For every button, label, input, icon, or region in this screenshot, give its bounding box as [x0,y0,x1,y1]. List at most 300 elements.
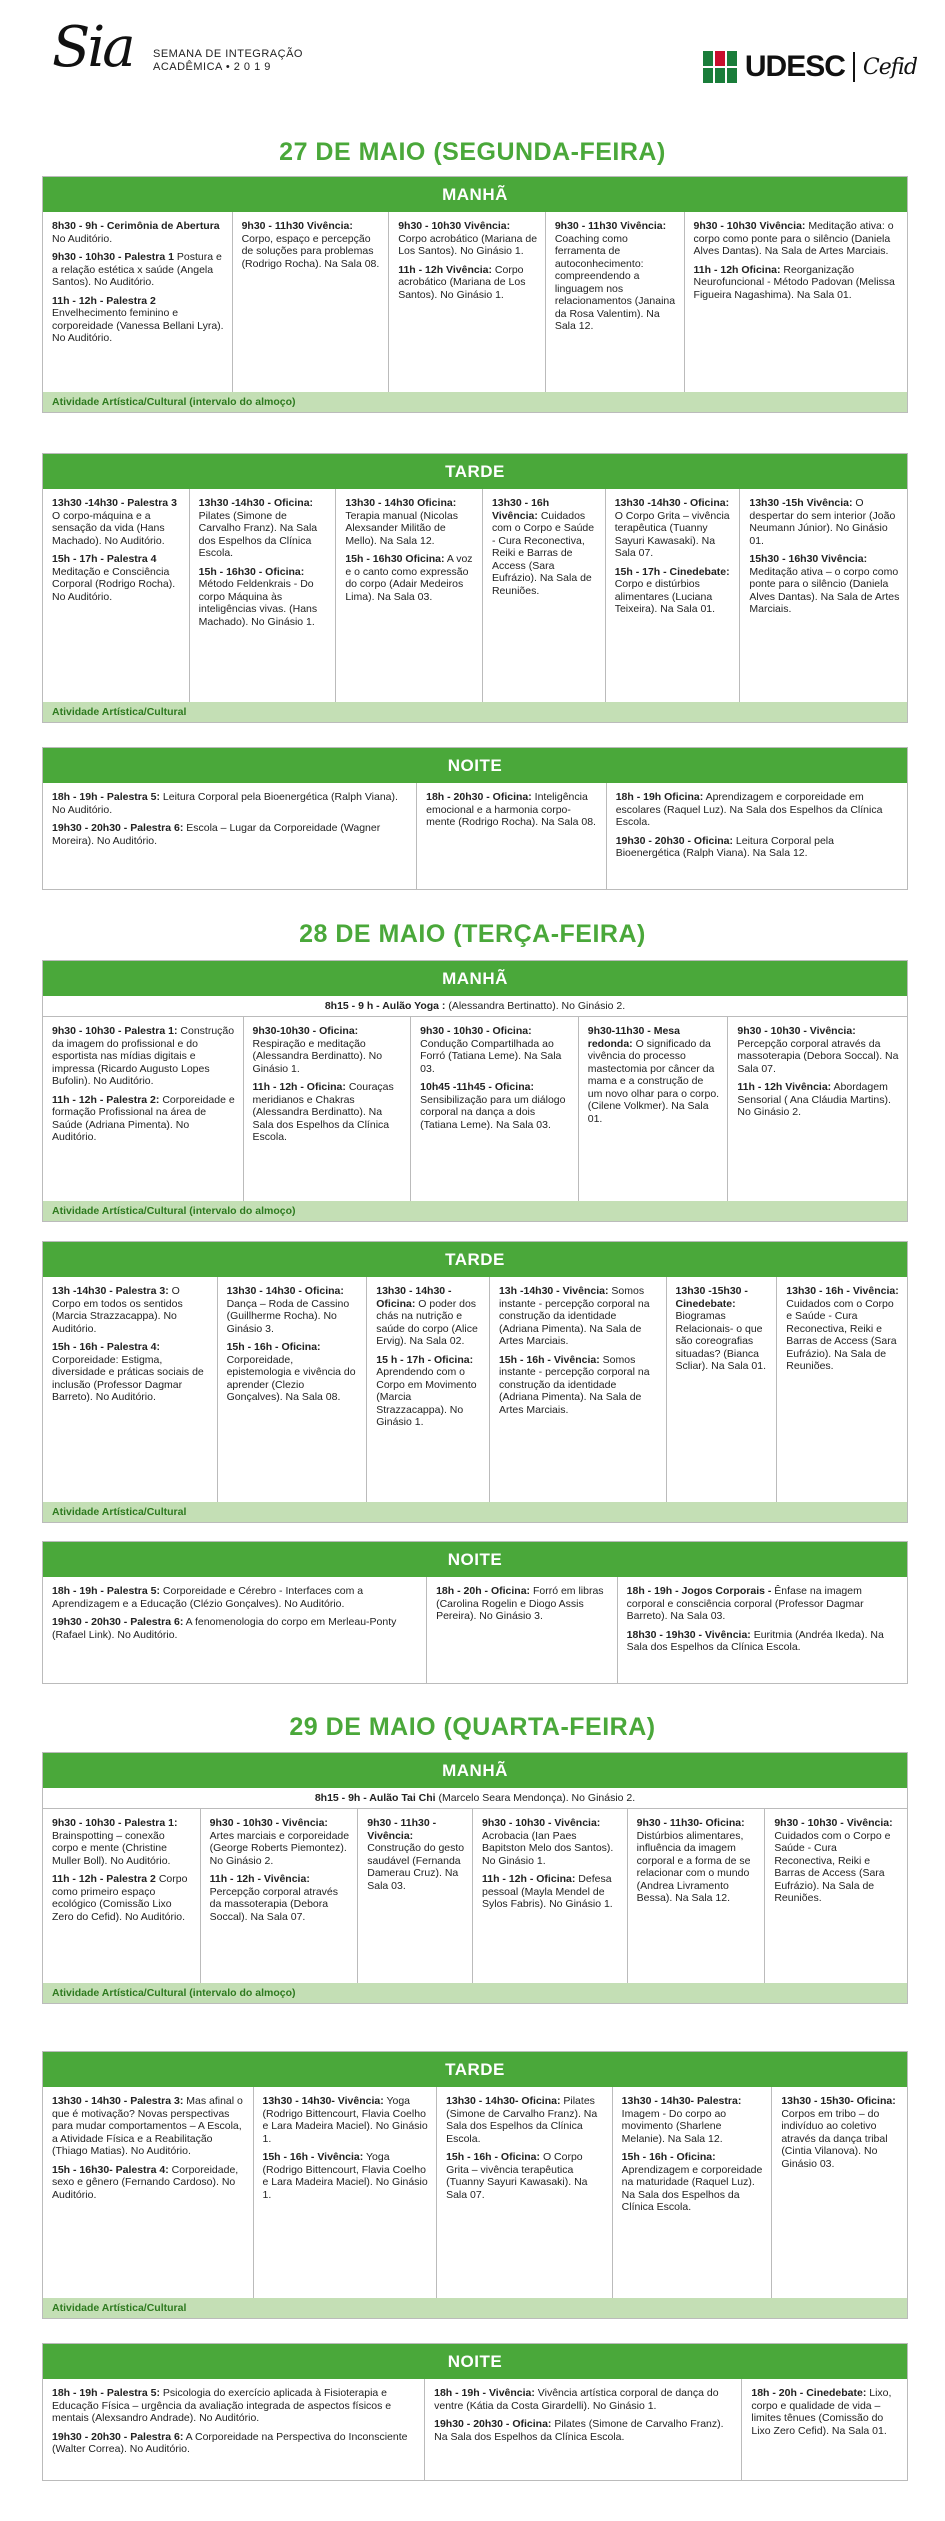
cultural-activity-bar: Atividade Artística/Cultural [43,702,907,722]
activity-description: Forró em libras (Carolina Rogelin e Diogo Assis Pereira). No Ginásio 3. [436,1585,604,1622]
session-manha [42,960,908,1222]
activity-description: Imagem - Do corpo ao movimento (Sharlene Melanie). Na Sala 12. [621,2107,727,2145]
activity-time: 9h30 - 11h30 Vivência: [554,220,667,232]
activity-description: Corpo, espaço e percepção de soluções para problemas (Rodrigo Rocha). Na Sala 08. [241,232,380,270]
activity-time: 13h30 - 14h30 - Palestra 3: [52,2095,184,2107]
activity-item [52,1094,236,1144]
activity-description: Dança – Roda de Cassino (Guillherme Rocha). No Ginásio 3. [226,1297,350,1335]
activity-item [694,264,900,302]
activity-row [43,1809,907,1983]
activity-item [242,220,382,270]
activity-description: O Corpo Grita – vivência terapêutica (Tuanny Sayuri Kawasaki). Na Sala 07. [446,2151,588,2201]
day-heading: 28 DE MAIO (TERÇA-FEIRA) [299,920,646,948]
activity-description: Corpo acrobático (Mariana de Los Santos). No Ginásio 1. [398,263,526,301]
subtitle-line-1: SEMANA DE INTEGRAÇÃO [153,48,303,60]
activity-column [606,489,741,702]
activity-time: 18h - 19h - Palestra 5: [52,791,160,803]
activity-description: Leitura Corporal pela Bioenergética (Ralph Viana). No Auditório. [52,791,398,816]
activity-time: 13h -14h30 - Palestra 3: [52,1285,169,1297]
activity-time: 13h30 -14h30 - Oficina: [614,497,730,509]
activity-description: Percepção corporal através da massoterapia (Debora Soccal). Na Sala 07. [737,1037,899,1075]
activity-time: 9h30 - 10h30 - Palestra 1: [52,1025,178,1037]
activity-item [434,2387,734,2412]
activity-description: Mas afinal o que é motivação? Novas perspectivas para mudar comportamentos – A Escola, a Atividade Física e a Reabilitação (Thiago Matias). No Auditório. [52,2095,243,2157]
activity-time: 18h - 19h - Palestra 5: [52,1585,160,1597]
activity-item [398,220,538,258]
activity-description: Somos instante - percepção corporal na construção da identidade (Adriana Pimenta). Na Sala de Artes Marciais. [498,1353,650,1416]
activity-item [749,497,900,547]
activity-item [420,1081,571,1131]
cultural-activity-bar: Atividade Artística/Cultural (intervalo do almoço) [43,392,907,412]
activity-description: Postura e a relação estética x saúde (Angela Santos). No Auditório. [52,251,222,288]
activity-description: O Corpo Grita – vivência terapêutica (Tuanny Sayuri Kawasaki). Na Sala 07. [614,509,730,559]
activity-time: 13h30 -15h Vivência: [749,497,853,509]
activity-description: Yoga (Rodrigo Bittencourt, Flavia Coelho e Lara Madeira Maciel). No Ginásio 1. [262,2095,428,2145]
activity-row [43,212,907,392]
activity-column [233,212,390,392]
logo-divider [853,52,855,82]
activity-item [199,566,329,629]
day-heading: 29 DE MAIO (QUARTA-FEIRA) [289,1713,656,1741]
activity-description: Acrobacia (Ian Paes Bapitston Melo dos Santos). No Ginásio 1. [482,1829,614,1867]
activity-time: 9h30-11h30 - Mesa redonda: [587,1025,680,1050]
activity-time: 10h45 -11h45 - Oficina: [420,1081,534,1093]
activity-time: 13h30 -15h30 - Cinedebate: [675,1285,748,1310]
cultural-activity-bar: Atividade Artística/Cultural (intervalo do almoço) [43,1201,907,1221]
activity-time: 18h - 19h - Palestra 5: [52,2387,160,2399]
activity-item [227,1341,360,1404]
activity-time: 9h30 - 11h30- Oficina: [636,1817,745,1829]
activity-description: Pilates (Simone de Carvalho Franz). Na Sala dos Espelhos da Clínica Escola. [446,2095,598,2145]
activity-column [728,1017,907,1201]
activity-item [52,1585,419,1610]
session-tarde [42,453,908,723]
activity-item [694,220,900,258]
activity-column [43,489,190,702]
activity-description: Biogramas Relacionais- o que são coreografias situadas? (Bianca Scliar). Na Sala 01. [675,1310,767,1372]
activity-item [446,2151,605,2201]
activity-item [52,1341,210,1404]
activity-time: 18h30 - 19h30 - Vivência: [626,1628,751,1641]
activity-row [43,783,907,889]
activity-row [43,489,907,702]
activity-item [737,1025,900,1075]
activity-item [345,497,475,547]
activity-time: 11h - 12h - Vivência: [209,1873,310,1885]
activity-item [52,2164,246,2202]
activity-column [618,1577,907,1683]
activity-column [628,1809,766,1983]
activity-column [43,1809,201,1983]
activity-item [499,1285,659,1348]
activity-description: Defesa pessoal (Mayla Mendel de Sylos Fabris). No Ginásio 1. [482,1873,613,1910]
activity-column [425,2379,742,2480]
activity-time: 9h30 - 10h30 - Oficina: [420,1025,532,1037]
cultural-activity-bar: Atividade Artística/Cultural (intervalo do almoço) [43,1983,907,2003]
udesc-logo [703,50,917,84]
session-title: NOITE [43,2344,907,2379]
activity-description: Respiração e meditação (Alessandra Berdinatto). No Ginásio 1. [252,1037,383,1075]
session-title: NOITE [43,748,907,783]
activity-item [398,264,538,302]
activity-item [52,1616,419,1641]
activity-item [615,497,733,560]
activity-column [546,212,685,392]
group-class [43,1788,907,1809]
activity-description: Construção da imagem do profissional e do esportista nas mídias digitais e impressa (Ricardo Augusto Lopes Bufolin). No Auditório. [52,1025,235,1087]
activity-item [426,791,599,829]
activity-time: 18h - 20h - Cinedebate: [751,2387,867,2399]
activity-time: 13h30 - 14h30 - Oficina: [226,1285,344,1297]
day-heading: 27 DE MAIO (SEGUNDA-FEIRA) [279,138,666,166]
activity-item [434,2418,734,2443]
activity-item [52,2387,417,2425]
activity-time: 9h30-10h30 - Oficina: [252,1025,359,1037]
activity-item [622,2151,765,2214]
activity-time: 8h30 - 9h - Cerimônia de Abertura [52,220,220,232]
activity-item [482,1873,620,1911]
activity-time: 15h - 16h - Vivência: [262,2151,364,2163]
activity-time: 11h - 12h Oficina: [693,263,781,276]
activity-description: Meditação ativa – o corpo como ponte para o silêncio (Daniela Alves Dantas). Na Sala de Artes Marciais. [749,565,900,615]
activity-description: Brainspotting – conexão corpo e mente (Christine Muller Boll). No Auditório. [52,1829,171,1867]
activity-description: A Corporeidade na Perspectiva do Inconsciente (Walter Correa). No Auditório. [52,2430,408,2455]
activity-item [555,220,677,333]
activity-description: A voz e o canto como expressão do corpo (Adair Medeiros Lima). Na Sala 03. [345,553,473,603]
activity-item [52,295,225,345]
activity-column [43,783,417,889]
activity-description: Euritmia (Andréa Ikeda). Na Sala dos Espelhos da Clínica Escola. [626,1628,884,1653]
activity-time: 13h30 - 14h30- Oficina: [446,2095,561,2107]
activity-description: Cuidados com o Corpo e Saúde - Cura Reconectiva, Reiki e Barras de Access (Sara Eufrázio). Na Sala de Reuniões. [491,509,595,597]
activity-column [742,2379,907,2480]
activity-item [751,2387,900,2437]
activity-time: 18h - 19h - Vivência: [434,2387,535,2399]
activity-item [637,1817,758,1905]
activity-item [737,1081,900,1119]
activity-description: Corpo acrobático (Mariana de Los Santos). No Ginásio 1. [398,232,538,257]
activity-time: 9h30 - 10h30 - Vivência: [737,1025,856,1037]
session-title: TARDE [43,454,907,489]
activity-time: 9h30 - 11h30 Vivência: [241,220,353,232]
activity-column [43,1277,218,1502]
activity-time: 9h30 - 10h30 - Vivência: [774,1817,893,1829]
event-subtitle [153,48,303,74]
activity-time: 11h - 12h - Palestra 2: [52,1093,160,1106]
activity-time: 9h30 - 10h30 - Palestra 1: [52,1817,178,1829]
activity-description: Meditação ativa: o corpo como ponte para o silêncio (Daniela Alves Dantas). Na Sala de Artes Marciais. [693,220,894,257]
activity-description: Leitura Corporal pela Bioenergética (Ralph Viana). Na Sala 12. [615,834,834,859]
activity-time: 18h - 19h - Jogos Corporais - [626,1585,772,1597]
session-manha [42,176,908,413]
activity-item [492,497,598,597]
activity-time: 9h30 - 10h30 - Vivência: [209,1817,328,1829]
activity-description: A fenomenologia do corpo em Merleau-Ponty (Rafael Link). No Auditório. [52,1616,397,1641]
activity-time: 15h - 16h - Oficina: [621,2151,716,2163]
activity-description: O Corpo em todos os sentidos (Marcia Strazzacappa). No Auditório. [52,1285,183,1335]
activity-description: Sensibilização para um diálogo corporal na dança a dois (Tatiana Leme). Na Sala 03. [420,1093,566,1131]
activity-item [253,1025,404,1075]
activity-item [52,1873,193,1923]
activity-time: 11h - 12h - Oficina: [252,1081,346,1093]
udesc-mark-icon [703,51,737,83]
activity-time: 13h30 - 14h30- Palestra: [621,2095,742,2107]
activity-column [411,1017,579,1201]
activity-item [52,822,409,847]
group-class-time: 8h15 - 9h - Aulão Tai Chi [314,1792,436,1804]
activity-item [52,553,182,603]
activity-description: Corporeidade, sexo e gênero (Fernando Cardoso). No Auditório. [52,2163,239,2201]
group-class-detail: (Alessandra Bertinatto). No Ginásio 2. [448,1000,626,1012]
activity-description: Corporeidade e formação Profissional na área de Saúde (Adriana Pimenta). No Auditório. [52,1093,235,1143]
activity-column [244,1017,412,1201]
cultural-activity-bar: Atividade Artística/Cultural [43,1502,907,1522]
activity-column [201,1809,359,1983]
activity-time: 11h - 12h - Oficina: [482,1873,576,1885]
activity-item [52,791,409,816]
activity-column [765,1809,907,1983]
activity-column [389,212,546,392]
activity-description: Corporeidade e Cérebro - Interfaces com a Aprendizagem e a Educação (Clézio Gonçalves). No Auditório. [52,1585,364,1610]
activity-description: No Auditório. [52,232,113,245]
activity-column [218,1277,368,1502]
activity-time: 19h30 - 20h30 - Palestra 6: [52,1616,184,1628]
activity-item [210,1817,351,1867]
activity-time: 15 h - 17h - Oficina: [376,1353,474,1366]
activity-column [190,489,337,702]
activity-row [43,1277,907,1502]
activity-description: Ênfase na imagem corporal e consciência corporal (Professor Dagmar Barreto). Na Sala 03. [626,1585,864,1622]
activity-time: 15h - 17h - Cinedebate: [614,565,730,578]
activity-column [483,489,606,702]
activity-description: Couraças meridianos e Chakras (Alessandra Berdinatto). Na Sala dos Espelhos da Clínica Escola. [252,1081,394,1143]
activity-description: Yoga (Rodrigo Bittencourt, Flavia Coelho e Lara Madeira Maciel). No Ginásio 1. [262,2151,428,2201]
activity-item [627,1629,900,1654]
group-class [43,996,907,1017]
activity-time: 13h30 - 14h30 Oficina: [345,497,457,509]
activity-item [781,2095,900,2170]
activity-description: Pilates (Simone de Carvalho Franz). Na Sala dos Espelhos da Clínica Escola. [198,509,318,559]
activity-description: Cuidados com o Corpo e Saúde - Cura Reconectiva, Reiki e Barras de Access (Sara Eufrázio). Na Sala de Reuniões. [774,1829,891,1904]
activity-time: 13h30 - 14h30- Vivência: [262,2095,384,2107]
activity-item [253,1081,404,1144]
activity-item [52,497,182,547]
activity-item [367,1817,465,1892]
activity-description: Abordagem Sensorial ( Ana Cláudia Martins). No Ginásio 2. [737,1081,891,1118]
activity-description: O significado da vivência do processo mastectomia por câncer da mama e a construção de um novo olhar para o corpo. (Cilene Volkmer). Na Sala 01. [587,1037,720,1125]
activity-item [627,1585,900,1623]
session-title: TARDE [43,2052,907,2087]
cefid-wordmark: Cefid [862,54,917,80]
activity-description: Construção do gesto saudável (Fernanda Damerau Cruz). Na Sala 03. [367,1842,465,1892]
activity-column [437,2087,613,2298]
activity-description: Aprendizagem e corporeidade na maturidade (Raquel Luz). Na Sala dos Espelhos da Clínica Escola. [621,2163,763,2213]
session-tarde [42,2051,908,2319]
session-noite [42,1541,908,1684]
activity-item [263,2095,430,2145]
activity-item [345,553,475,603]
activity-column [43,1017,244,1201]
activity-item [436,1585,610,1623]
activity-description: O corpo-máquina e a sensação da vida (Hans Machado). No Auditório. [52,509,165,547]
activity-description: Corpo e distúrbios alimentares (Luciana Teixeira). Na Sala 01. [614,578,716,615]
activity-column [740,489,907,702]
activity-description: Pilates (Simone de Carvalho Franz). Na Sala dos Espelhos da Clínica Escola. [434,2418,724,2443]
activity-time: 11h - 12h Vivência: [398,263,492,276]
activity-column [336,489,483,702]
activity-row [43,2087,907,2298]
activity-description: O despertar do sem interior (João Neumann Júnior). No Ginásio 01. [749,497,896,547]
activity-time: 9h30 - 10h30 - Palestra 1 [52,251,174,263]
activity-time: 15h - 17h - Palestra 4 [52,553,157,565]
activity-description: Aprendendo com o Corpo em Movimento (Marcia Strazzacappa). No Ginásio 1. [376,1366,477,1428]
activity-item [774,1817,900,1905]
activity-column [607,783,907,889]
activity-time: 11h - 12h - Palestra 2 [52,1873,156,1885]
activity-item [420,1025,571,1075]
activity-time: 19h30 - 20h30 - Palestra 6: [52,2430,184,2443]
activity-description: Aprendizagem e corporeidade em escolares (Raquel Luz). Na Sala dos Espelhos da Clínica Escola. [615,791,883,828]
activity-time: 15h30 - 16h30 Vivência: [749,553,868,565]
activity-time: 15h - 16h30- Palestra 4: [52,2163,169,2176]
activity-item [210,1873,351,1923]
activity-description: Artes marciais e corporeidade (George Roberts Piemontez). No Ginásio 2. [209,1829,350,1867]
activity-row [43,1577,907,1683]
activity-item [588,1025,721,1125]
activity-time: 13h -14h30 - Vivência: [498,1285,609,1297]
session-title: MANHÃ [43,177,907,212]
activity-column [43,212,233,392]
activity-time: 13h30 - 14h30 - Oficina: [376,1285,452,1310]
activity-description: Meditação e Consciência Corporal (Rodrigo Rocha). No Auditório. [52,565,176,603]
activity-column [43,2087,254,2298]
activity-item [446,2095,605,2145]
activity-time: 18h - 19h Oficina: [615,791,704,803]
activity-time: 15h - 16h - Oficina: [226,1341,321,1353]
activity-description: Corpos em tribo – do indivíduo ao coletivo através da dança tribal (Cintia Vilanova). No Ginásio 03. [781,2107,888,2170]
activity-item [616,835,900,860]
activity-item [227,1285,360,1335]
activity-item [52,1025,236,1088]
activity-item [376,1285,482,1348]
activity-item [52,220,225,245]
activity-description: Corpo como primeiro espaço ecológico (Comissão Lixo Zero do Cefid). No Auditório. [52,1873,188,1923]
activity-column [613,2087,773,2298]
activity-description: Lixo, corpo e qualidade de vida – limites tênues (Comissão do Lixo Zero Cefid). Na Sala 01. [751,2387,892,2437]
activity-item [616,791,900,829]
activity-column [579,1017,729,1201]
activity-item [499,1354,659,1417]
activity-description: Envelhecimento feminino e corporeidade (Vanessa Bellani Lyra). No Auditório. [52,307,224,344]
activity-column [43,1577,427,1683]
activity-item [52,2431,417,2456]
subtitle-line-2: ACADÊMICA • 2 0 1 9 [153,61,271,73]
activity-time: 9h30 - 10h30 - Vivência: [482,1817,601,1829]
activity-item [615,566,733,616]
activity-time: 15h - 16h - Vivência: [498,1353,600,1366]
activity-time: 11h - 12h Vivência: [737,1081,832,1093]
session-title: MANHÃ [43,1753,907,1788]
activity-item [622,2095,765,2145]
activity-column [43,2379,425,2480]
activity-time: 9h30 - 10h30 Vivência: [398,220,511,232]
activity-row [43,2379,907,2480]
activity-item [786,1285,900,1373]
activity-item [52,2095,246,2158]
activity-description: Escola – Lugar da Corporeidade (Wagner Moreira). No Auditório. [52,822,381,847]
activity-item [676,1285,770,1373]
activity-item [199,497,329,560]
activity-column [685,212,907,392]
activity-column [417,783,607,889]
header [0,0,945,118]
activity-time: 15h - 16h - Oficina: [446,2151,541,2163]
activity-column [667,1277,778,1502]
session-title: MANHÃ [43,961,907,996]
session-noite [42,747,908,890]
activity-time: 19h30 - 20h30 - Palestra 6: [52,822,184,834]
activity-time: 13h30 - 15h30- Oficina: [781,2095,896,2107]
activity-time: 9h30 - 10h30 Vivência: [693,220,806,232]
activity-column [367,1277,490,1502]
activity-description: O poder dos chás na nutrição e saúde do corpo (Alice Ervig). Na Sala 02. [376,1297,478,1347]
udesc-wordmark: UDESC [744,50,845,83]
cultural-activity-bar: Atividade Artística/Cultural [43,2298,907,2318]
activity-description: Terapia manual (Nicolas Alexsander Militão de Mello). Na Sala 12. [345,509,458,547]
activity-time: 9h30 - 11h30 - Vivência: [367,1817,437,1842]
activity-row [43,1017,907,1201]
activity-description: Percepção corporal através da massoterapia (Debora Soccal). Na Sala 07. [209,1885,339,1923]
activity-item [263,2151,430,2201]
activity-time: 19h30 - 20h30 - Oficina: [434,2418,552,2430]
activity-time: 15h - 16h - Palestra 4: [52,1341,160,1353]
session-tarde [42,1241,908,1523]
activity-description: Método Feldenkrais - Do corpo Máquina às inteligências vivas. (Hans Machado). No Ginásio 1. [198,578,318,628]
activity-time: 18h - 20h - Oficina: [436,1585,531,1597]
activity-column [772,2087,907,2298]
group-class-detail: (Marcelo Seara Mendonça). No Ginásio 2. [438,1792,636,1804]
activity-description: Corporeidade: Estigma, diversidade e práticas sociais de inclusão (Professor Dagmar Barreto). No Auditório. [52,1353,204,1403]
activity-column [358,1809,473,1983]
activity-item [52,1285,210,1335]
activity-time: 13h30 -14h30 - Palestra 3 [52,497,177,509]
activity-time: 13h30 - 16h - Vivência: [786,1285,899,1297]
activity-item [749,553,900,616]
activity-column [427,1577,618,1683]
activity-time: 11h - 12h - Palestra 2 [52,294,156,307]
activity-description: Somos instante - percepção corporal na construção da identidade (Adriana Pimenta). Na Sala de Artes Marciais. [498,1285,650,1347]
activity-description: Corporeidade, epistemologia e vivência do aprender (Clezio Gonçalves). Na Sala 08. [226,1353,356,1403]
activity-column [254,2087,438,2298]
session-title: NOITE [43,1542,907,1577]
sia-logo: Sia [52,15,133,80]
activity-description: Inteligência emocional e a harmonia corpo-mente (Rodrigo Rocha). Na Sala 08. [426,791,596,828]
activity-description: Condução Compartilhada ao Forró (Tatiana Leme). Na Sala 03. [420,1037,562,1075]
session-noite [42,2343,908,2481]
activity-item [52,1817,193,1867]
activity-column [490,1277,667,1502]
activity-description: Cuidados com o Corpo e Saúde - Cura Reconectiva, Reiki e Barras de Access (Sara Eufrázio). Na Sala de Reuniões. [786,1297,897,1372]
activity-description: Distúrbios alimentares, influência da imagem corporal e a forma de se relacionar com o mundo (Andrea Livramento Bessa). Na Sala 12. [636,1829,751,1904]
activity-description: Psicologia do exercício aplicada à Fisioterapia e Educação Física – urgência da avaliação integrada de aspectos físicos e mentais (Alexsandro Andrade). No Auditório. [52,2387,392,2424]
activity-time: 13h30 -14h30 - Oficina: [198,497,314,509]
activity-item [376,1354,482,1429]
session-title: TARDE [43,1242,907,1277]
activity-description: Coaching como ferramenta de autoconhecimento: compreendendo a linguagem nos relacionamentos (Janaina da Rosa Valentim). Na Sala 12. [554,232,676,332]
activity-item [482,1817,620,1867]
activity-description: Reorganização Neurofuncional - Método Padovan (Melissa Figueira Nagashima). Na Sala 01. [693,263,895,301]
activity-time: 13h30 - 16h Vivência: [491,497,550,522]
